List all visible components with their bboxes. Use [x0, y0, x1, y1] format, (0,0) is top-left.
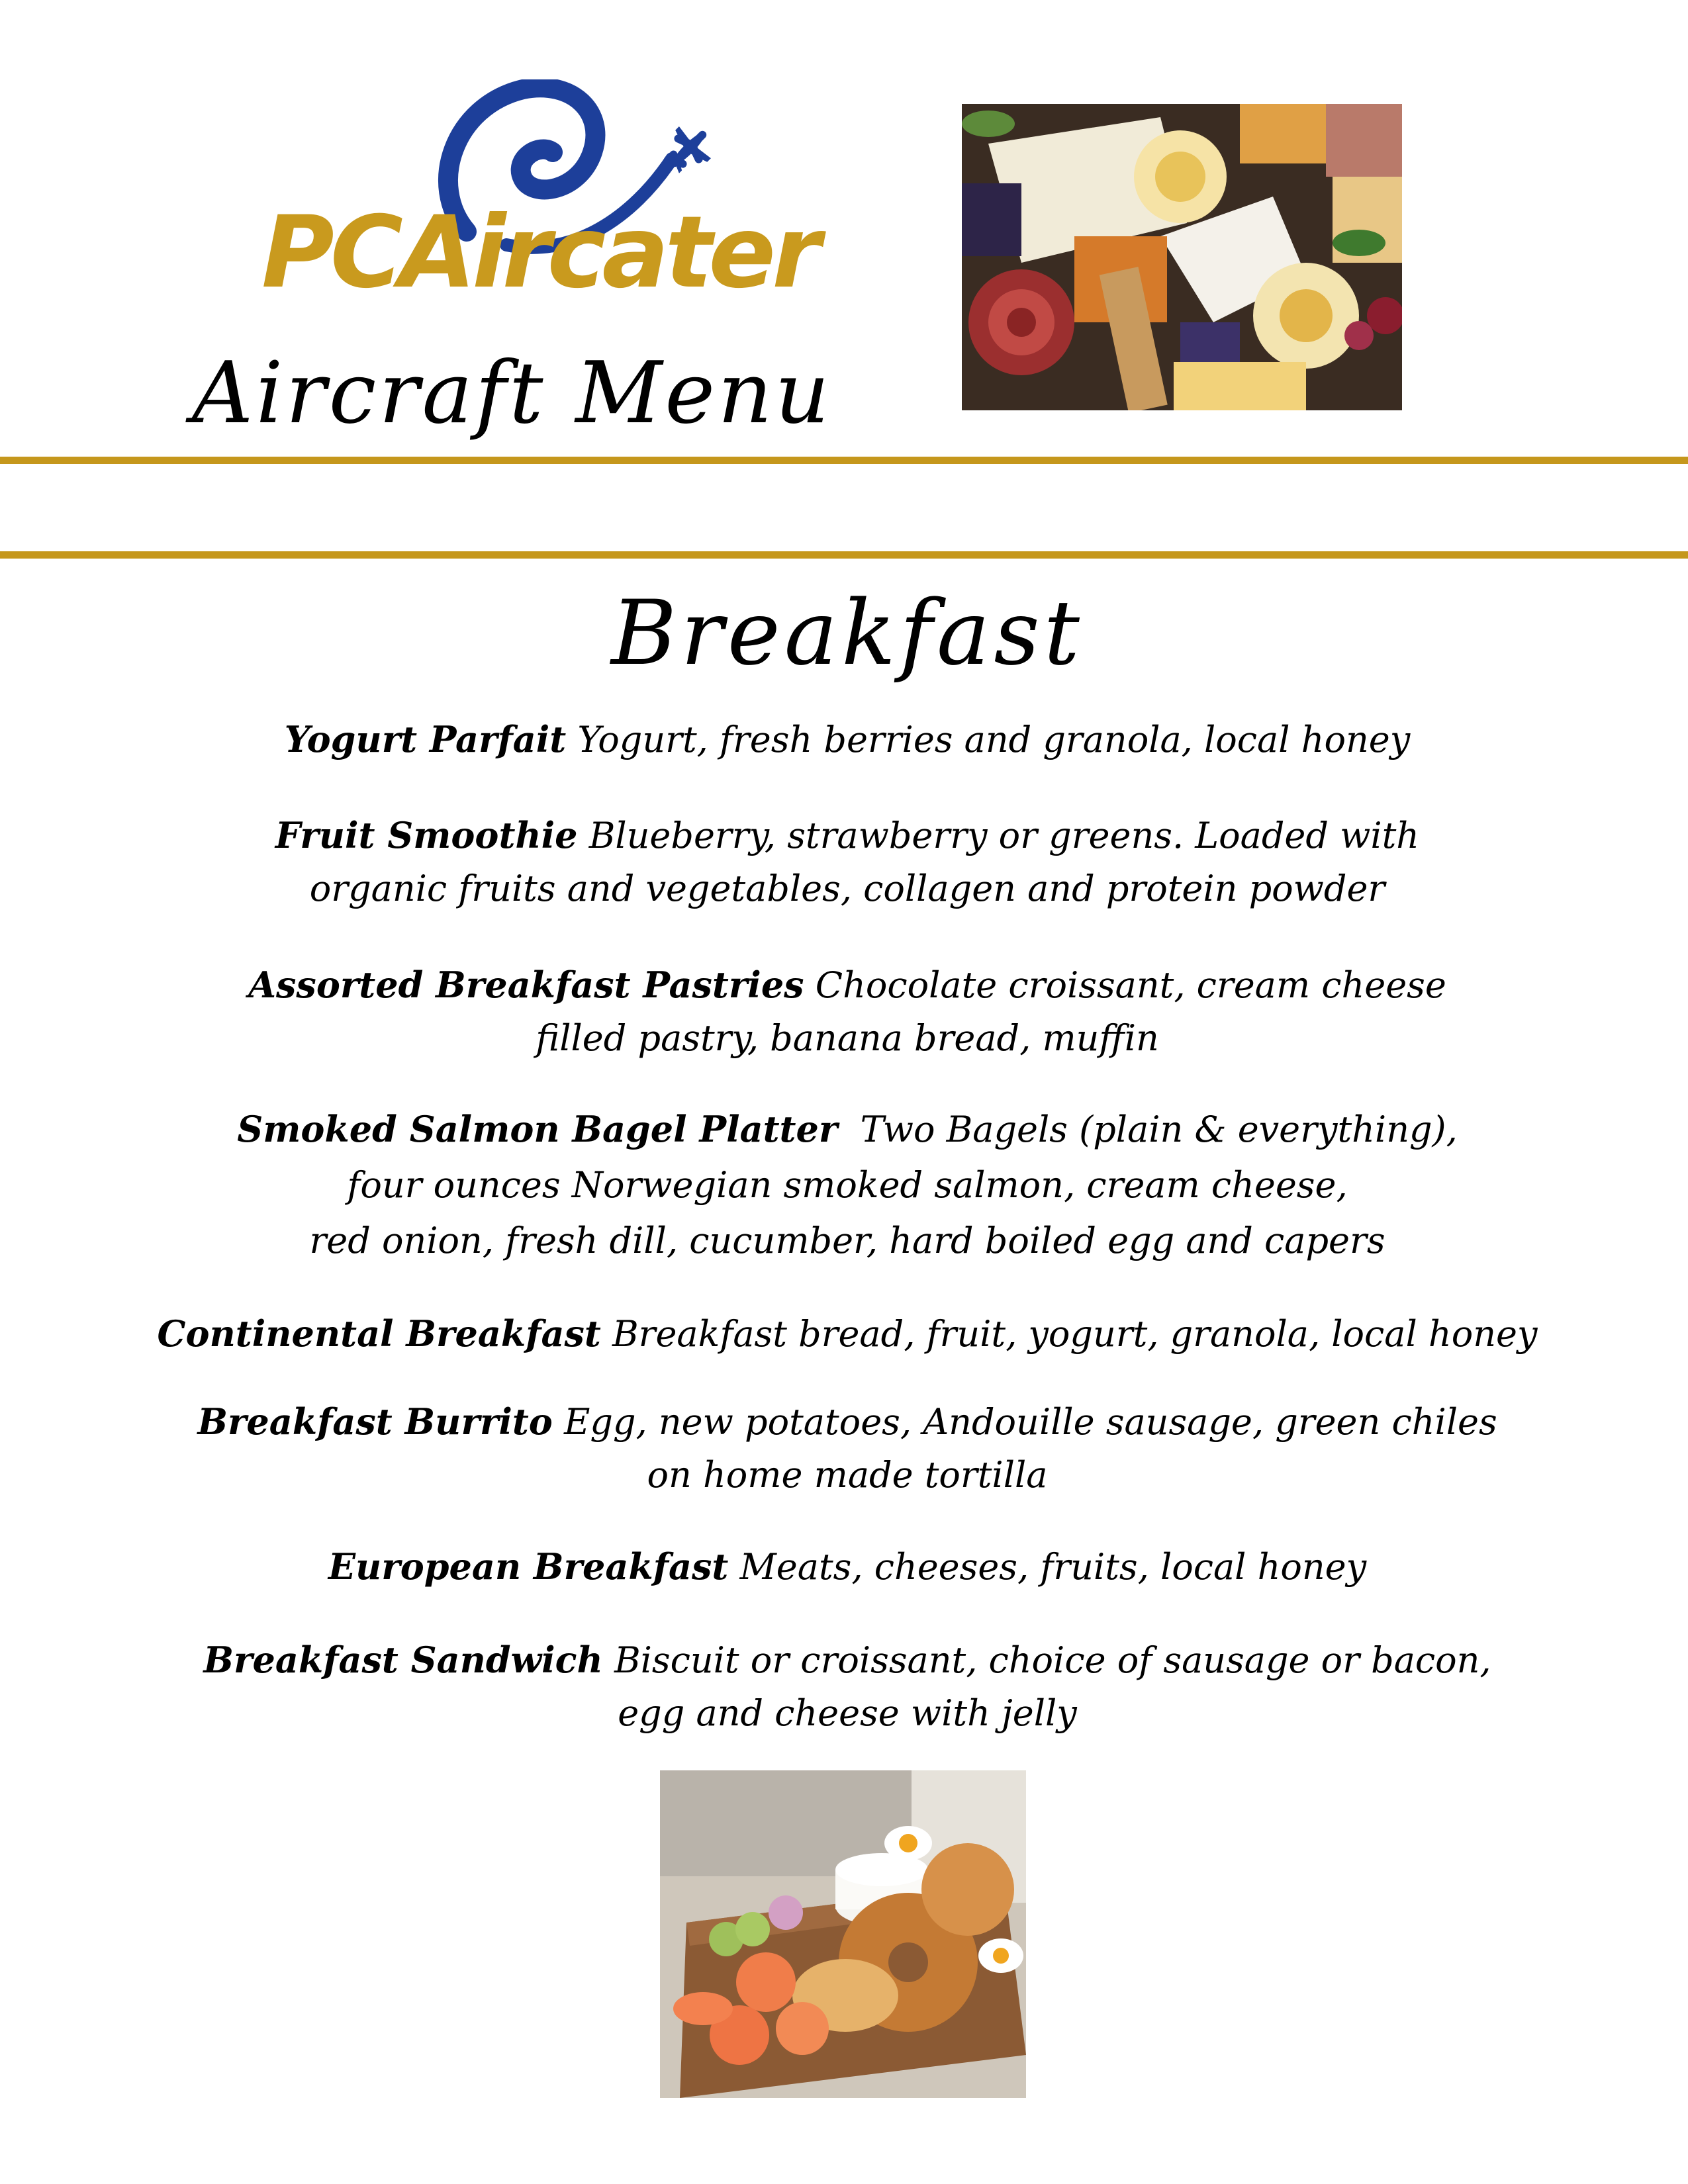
pcaircater-logo [261, 79, 818, 338]
menu-item [0, 1633, 1688, 1740]
salmon-bagel-illustration [660, 1770, 1026, 2098]
menu-item-name: Continental Breakfast [157, 1312, 601, 1355]
menu-item [0, 958, 1688, 1065]
menu-item-description: Meats, cheeses, fruits, local honey [739, 1546, 1367, 1588]
menu-item-description: Biscuit or croissant, choice of sausage or bacon, [614, 1639, 1491, 1681]
menu-item-description: Breakfast bread, fruit, yogurt, granola, local honey [612, 1313, 1538, 1355]
menu-item [0, 1539, 1688, 1595]
menu-item-description: red onion, fresh dill, cucumber, hard boiled egg and capers [309, 1220, 1385, 1261]
menu-item-description: Blueberry, strawberry or greens. Loaded with [588, 815, 1420, 856]
menu-item-description: Yogurt, fresh berries and granola, local honey [577, 719, 1411, 760]
page-title: Aircraft Menu [192, 344, 832, 443]
menu-item-name: Breakfast Sandwich [203, 1639, 603, 1681]
salmon-bagel-platter-image [660, 1770, 1026, 2098]
gold-divider-top [0, 457, 1688, 464]
menu-item-name: Smoked Salmon Bagel Platter [237, 1108, 838, 1150]
menu-item-description: on home made tortilla [647, 1454, 1048, 1496]
menu-item [0, 1395, 1688, 1502]
menu-item-description: Chocolate croissant, cream cheese [815, 964, 1446, 1006]
gold-divider-bottom [0, 551, 1688, 559]
menu-item-description: organic fruits and vegetables, collagen and protein powder [309, 868, 1385, 909]
menu-item-name: Yogurt Parfait [284, 718, 567, 760]
logo-wordmark: PCAircater [261, 195, 818, 310]
menu-item [0, 1101, 1688, 1269]
menu-item [0, 1306, 1688, 1362]
menu-item-name: Fruit Smoothie [275, 814, 578, 856]
menu-item-description: Egg, new potatoes, Andouille sausage, green chiles [564, 1401, 1497, 1443]
menu-item [0, 711, 1688, 768]
charcuterie-board-image [962, 104, 1402, 410]
menu-item-description: egg and cheese with jelly [618, 1692, 1077, 1734]
menu-item [0, 809, 1688, 915]
charcuterie-illustration [962, 104, 1402, 410]
menu-item-description: Two Bagels (plain & everything), [860, 1109, 1458, 1150]
menu-item-name: Breakfast Burrito [197, 1400, 553, 1443]
menu-item-name: Assorted Breakfast Pastries [248, 964, 804, 1006]
section-title-breakfast: Breakfast [611, 581, 1084, 685]
menu-item-description: filled pastry, banana bread, muffin [536, 1017, 1159, 1059]
menu-item-description: four ounces Norwegian smoked salmon, cream cheese, [347, 1164, 1348, 1206]
menu-item-name: European Breakfast [328, 1545, 729, 1588]
